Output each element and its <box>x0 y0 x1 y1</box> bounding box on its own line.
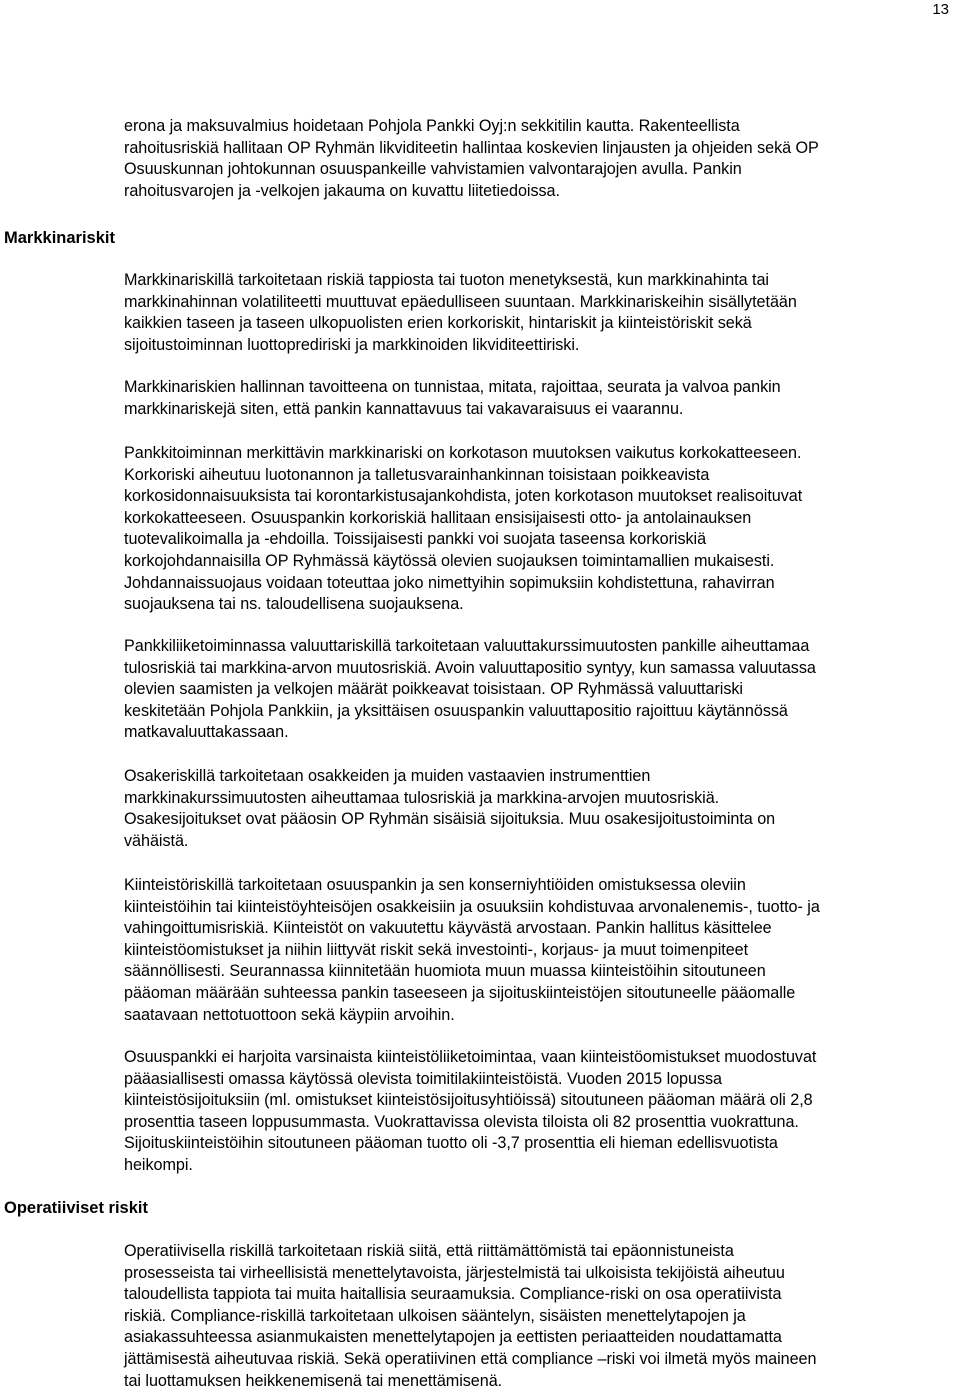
section-heading-operational-risk: Operatiiviset riskit <box>4 1199 148 1217</box>
paragraph-currency-risk: Pankkiliiketoiminnassa valuuttariskillä tarkoitetaan valuuttakurssimuutosten pankille aiheuttamaa tulosriskiä tai markkina-arvon muutosriskiä. Avoin valuuttapositio syntyy, kun samassa valuutassa olevien saamisten ja velkojen määrät poikkeavat toisistaan. OP Ryhmässä valuuttariski keskitetään Pohjola Pankkiin, ja yksittäisen osuuspankin valuuttapositio rajoittuu käytännössä matkavaluuttakassaan. <box>124 637 816 742</box>
paragraph-market-risk-definition: Markkinariskillä tarkoitetaan riskiä tappiosta tai tuoton menetyksestä, kun markkinahinta tai markkinahinnan volatiliteetti muuttuvat epäedulliseen suuntaan. Markkinariskeihin sisällytetään kaikkien taseen ja taseen ulkopuolisten erien korkoriskit, hintariskit ja kiinteistöriskit sekä sijoitustoiminnan luottoprediriski ja markkinoiden likviditeettiriski. <box>124 271 797 354</box>
page-number: 13 <box>932 1 949 18</box>
section-heading-market-risk: Markkinariskit <box>4 229 115 247</box>
paragraph-market-risk-management: Markkinariskien hallinnan tavoitteena on tunnistaa, mitata, rajoittaa, seurata ja valvoa pankin markkinariskejä siten, että pankin kannattavuus tai vakavaraisuus ei vaarannu. <box>124 378 781 418</box>
paragraph-liquidity-continuation: erona ja maksuvalmius hoidetaan Pohjola Pankki Oyj:n sekkitilin kautta. Rakenteellista rahoitusriskiä hallitaan OP Ryhmän likviditeetin hallintaa koskevien linjausten ja ohjeiden sekä OP Osuuskunnan johtokunnan osuuspankeille vahvistamien valvontarajojen avulla. Pankin rahoitusvarojen ja -velkojen jakauma on kuvattu liitetiedoissa. <box>124 117 819 200</box>
paragraph-equity-risk: Osakeriskillä tarkoitetaan osakkeiden ja muiden vastaavien instrumenttien markkinakurssimuutosten aiheuttamaa tulosriskiä ja markkina-arvojen muutosriskiä. Osakesijoitukset ovat pääosin OP Ryhmän sisäisiä sijoituksia. Muu osakesijoitustoiminta on vähäistä. <box>124 767 776 850</box>
paragraph-interest-rate-risk: Pankkitoiminnan merkittävin markkinariski on korkotason muutoksen vaikutus korkokatteeseen. Korkoriski aiheutuu luotonannon ja talletusvarainhankinnan toisistaan poikkeavista korkosidonnaisuuksista tai korontarkistusajankohdista, joten korkotason muutokset realisoituvat korkokatteeseen. Osuuspankin korkoriskiä hallitaan ensisijaisesti otto- ja antolainauksen tuotevalikoimalla ja -ehdoilla. Toissijaisesti pankki voi suojata taseensa korkoriskiä korkojohdannaisilla OP Ryhmässä käytössä olevien suojauksen toimintamallien mukaisesti. Johdannaissuojaus voidaan toteuttaa joko nimettyihin sopimuksiin kohdistettuna, rahavirran suojauksena tai ns. taloudellisena suojauksena. <box>124 444 803 614</box>
paragraph-real-estate-holdings: Osuuspankki ei harjoita varsinaista kiinteistöliiketoimintaa, vaan kiinteistöomistukset muodostuvat pääasiallisesti omassa käytössä olevista toimitilakiinteistöistä. Vuoden 2015 lopussa kiinteistösijoituksiin (ml. omistukset kiinteistösijoitusyhtiöissä) sitoutuneen pääoman määrä oli 2,8 prosenttia taseen loppusummasta. Vuokrattavissa olevista tiloista oli 82 prosenttia vuokrattuna. Sijoituskiinteistöihin sitoutuneen pääoman tuotto oli -3,7 prosenttia eli hieman edellisvuotista heikompi. <box>124 1048 817 1174</box>
paragraph-operational-risk-definition: Operatiivisella riskillä tarkoitetaan riskiä siitä, että riittämättömistä tai epäonnistuneista prosesseista tai virheellisistä menettelytavoista, järjestelmistä tai ulkoisista tekijöistä aiheutuu taloudellista tappiota tai muita haitallisia seuraamuksia. Compliance-riski on osa operatiivista riskiä. Compliance-riskillä tarkoitetaan ulkoisen sääntelyn, sisäisten menettelytapojen ja asiakassuhteessa asianmukaisten menettelytapojen ja eettisten periaatteiden noudattamatta jättämisestä aiheutuvaa riskiä. Sekä operatiivinen että compliance –riski voi ilmetä myös maineen tai luottamuksen heikkenemisenä tai menettämisenä. <box>124 1242 817 1390</box>
paragraph-real-estate-risk: Kiinteistöriskillä tarkoitetaan osuuspankin ja sen konserniyhtiöiden omistuksessa oleviin kiinteistöihin tai kiinteistöyhteisöjen osakkeisiin ja osuuksiin kohdistuvaa arvonalenemis-, tuotto- ja vahingoittumisriskiä. Kiinteistöt on vakuutettu käyvästä arvostaan. Pankin hallitus käsittelee kiinteistöomistukset ja niihin liittyvät riskit sekä investointi-, korjaus- ja muut toimenpiteet säännöllisesti. Seurannassa kiinnitetään huomiota muun muassa kiinteistöihin sitoutuneen pääoman määrään suhteessa pankin taseeseen ja sijoituskiinteistöjen sitoutuneelle pääomalle saatavaan nettotuottoon sekä käypiin arvoihin. <box>124 876 820 1024</box>
